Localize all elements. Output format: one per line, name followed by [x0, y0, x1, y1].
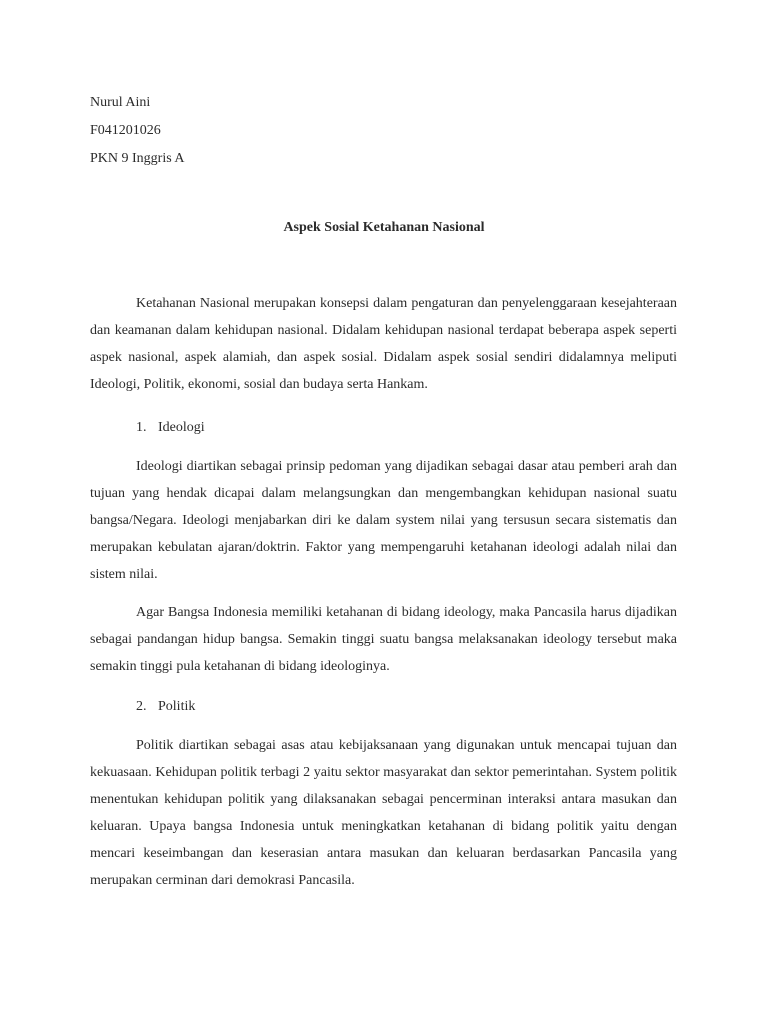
student-id: F041201026 — [90, 123, 161, 138]
ideologi-paragraph-1: Ideologi diartikan sebagai prinsip pedoman yang dijadikan sebagai dasar atau pemberi arah dan tujuan yang hendak dicapai dalam melangsungkan dan mengembangkan kehidupan nasional suatu bangsa/Negara. Ideologi menjabarkan diri ke dalam system nilai yang tersusun secara sistematis dan merupakan kebulatan ajaran/doktrin. Faktor yang mempengaruhi ketahanan ideologi adalah nilai dan sistem nilai. — [90, 459, 677, 582]
ideologi-paragraph-2: Agar Bangsa Indonesia memiliki ketahanan di bidang ideology, maka Pancasila harus dijadikan sebagai pandangan hidup bangsa. Semakin tinggi suatu bangsa melaksanakan ideology tersebut maka semakin tinggi pula ketahanan di bidang ideologinya. — [90, 605, 677, 674]
section-heading-politik — [136, 698, 195, 716]
class-name: PKN 9 Inggris A — [90, 151, 185, 166]
intro-paragraph: Ketahanan Nasional merupakan konsepsi dalam pengaturan dan penyelenggaraan kesejahteraan dan keamanan dalam kehidupan nasional. Didalam kehidupan nasional terdapat beberapa aspek seperti aspek nasional, aspek alamiah, dan aspek sosial. Didalam aspek sosial sendiri didalamnya meliputi Ideologi, Politik, ekonomi, sosial dan budaya serta Hankam. — [90, 296, 677, 392]
section-heading-ideologi — [136, 419, 205, 437]
section-title: Ideologi — [158, 420, 205, 435]
section-number: 2. — [136, 699, 147, 714]
politik-paragraph-1: Politik diartikan sebagai asas atau kebijaksanaan yang digunakan untuk mencapai tujuan dan kekuasaan. Kehidupan politik terbagi 2 yaitu sektor masyarakat dan sektor pemerintahan. System politik menentukan kehidupan politik yang dilaksanakan sebagai pencerminan interaksi antara masukan dan keluaran. Upaya bangsa Indonesia untuk meningkatkan ketahanan di bidang politik yaitu dengan mencari keseimbangan dan keserasian antara masukan dan keluaran berdasarkan Pancasila yang merupakan cerminan dari demokrasi Pancasila. — [90, 738, 677, 888]
section-number: 1. — [136, 420, 147, 435]
author-name: Nurul Aini — [90, 95, 151, 110]
document-title: Aspek Sosial Ketahanan Nasional — [283, 220, 485, 235]
section-title: Politik — [158, 699, 196, 714]
